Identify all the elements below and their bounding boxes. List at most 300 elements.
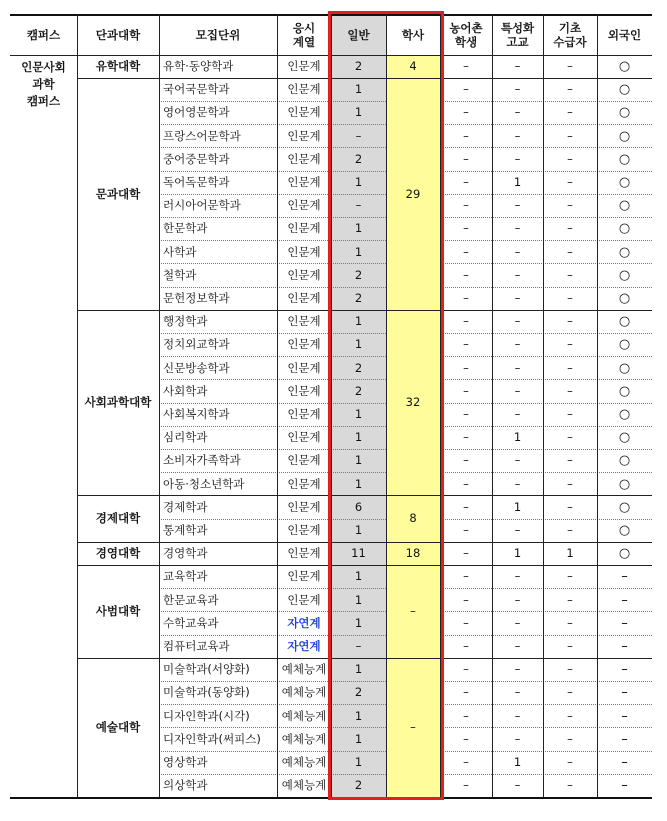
- general-quota: 1: [354, 175, 363, 190]
- row-divider: [159, 774, 386, 775]
- foreign-mark: ○: [618, 267, 631, 283]
- column-divider: [331, 14, 332, 797]
- special-quota: –: [514, 778, 521, 793]
- dept-name: 프랑스어문학과: [163, 128, 241, 143]
- special-quota: 1: [513, 755, 522, 770]
- rural-quota: –: [463, 244, 469, 259]
- dept-name: 영어영문학과: [163, 105, 230, 120]
- rural-quota: –: [463, 615, 469, 630]
- basic-quota: –: [567, 755, 573, 770]
- basic-quota: –: [567, 639, 573, 654]
- track: 인문계: [287, 453, 321, 468]
- rural-quota: –: [463, 499, 469, 514]
- track: 인문계: [287, 383, 321, 398]
- row-divider: [440, 194, 652, 195]
- campus-name: 인문사회 과학 캠퍼스: [21, 60, 66, 108]
- dept-name: 디자인학과(시각): [163, 708, 250, 723]
- dept-name: 한문학과: [163, 221, 208, 236]
- foreign-mark: ○: [618, 105, 631, 121]
- foreign-mark: –: [621, 685, 628, 701]
- college-name: 경제대학: [95, 511, 141, 526]
- row-divider: [159, 217, 386, 218]
- foreign-mark: ○: [618, 546, 631, 562]
- basic-quota: –: [567, 708, 573, 723]
- track: 인문계: [287, 360, 321, 375]
- foreign-mark: ○: [618, 523, 631, 539]
- basic-quota: –: [567, 244, 573, 259]
- dept-name: 행정학과: [163, 314, 208, 329]
- basic-quota: –: [567, 662, 573, 677]
- row-divider: [159, 635, 386, 636]
- general-quota: 2: [354, 59, 363, 74]
- dept-name: 교육학과: [163, 569, 208, 584]
- dept-name: 독어독문학과: [163, 175, 230, 190]
- row-divider: [440, 681, 652, 682]
- foreign-mark: ○: [618, 128, 631, 144]
- dept-name: 디자인학과(써피스): [163, 731, 261, 746]
- foreign-mark: –: [621, 755, 628, 771]
- row-divider: [440, 774, 652, 775]
- row-divider: [159, 171, 386, 172]
- special-quota: –: [514, 708, 521, 723]
- basic-quota: –: [567, 592, 573, 607]
- general-quota: 6: [354, 499, 363, 514]
- foreign-mark: ○: [618, 499, 631, 515]
- special-quota: –: [514, 151, 521, 166]
- general-quota: 1: [354, 314, 363, 329]
- basic-quota: –: [567, 731, 573, 746]
- dept-name: 사학과: [163, 244, 197, 259]
- rural-quota: –: [463, 731, 469, 746]
- dept-name: 수학교육과: [163, 615, 219, 630]
- special-quota: –: [514, 244, 521, 259]
- dept-name: 경영학과: [163, 546, 208, 561]
- general-quota: 1: [354, 82, 363, 97]
- track: 인문계: [287, 59, 321, 74]
- track: 인문계: [287, 128, 321, 143]
- bachelor-quota: 4: [409, 59, 417, 74]
- general-quota: 1: [354, 592, 363, 607]
- track: 인문계: [287, 476, 321, 491]
- basic-quota: –: [567, 151, 573, 166]
- bachelor-quota: –: [410, 720, 416, 735]
- row-divider: [159, 379, 386, 380]
- college-name: 사회과학대학: [84, 395, 152, 410]
- basic-quota: –: [567, 82, 573, 97]
- bachelor-quota: –: [410, 604, 416, 619]
- track: 인문계: [287, 523, 321, 538]
- header-special: 특성화 고교: [500, 20, 535, 49]
- header-bachelor: 학사: [401, 27, 425, 42]
- dept-name: 컴퓨터교육과: [163, 639, 230, 654]
- track: 인문계: [287, 291, 321, 306]
- row-divider: [159, 403, 386, 404]
- foreign-mark: –: [621, 731, 628, 747]
- special-quota: –: [514, 407, 521, 422]
- basic-quota: –: [567, 383, 573, 398]
- general-quota: –: [355, 128, 362, 143]
- row-divider: [159, 588, 386, 589]
- rural-quota: –: [463, 569, 469, 584]
- general-quota: 1: [354, 105, 363, 120]
- foreign-mark: –: [621, 615, 628, 631]
- special-quota: –: [514, 453, 521, 468]
- special-quota: 1: [513, 499, 522, 514]
- rural-quota: –: [463, 267, 469, 282]
- general-quota: 1: [354, 615, 363, 630]
- foreign-mark: ○: [618, 360, 631, 376]
- bachelor-quota: 32: [405, 395, 421, 410]
- track: 인문계: [287, 82, 321, 97]
- special-quota: 1: [513, 546, 522, 561]
- track: 인문계: [287, 314, 321, 329]
- foreign-mark: ○: [618, 59, 631, 75]
- column-divider: [77, 14, 78, 797]
- dept-name: 심리학과: [163, 430, 208, 445]
- general-quota: 2: [354, 383, 363, 398]
- basic-quota: –: [567, 453, 573, 468]
- rural-quota: –: [463, 778, 469, 793]
- basic-quota: –: [567, 476, 573, 491]
- general-quota: 1: [354, 407, 363, 422]
- row-divider: [159, 426, 386, 427]
- group-divider: [77, 78, 652, 79]
- basic-quota: –: [567, 175, 573, 190]
- general-quota: 1: [354, 337, 363, 352]
- foreign-mark: ○: [618, 430, 631, 446]
- row-divider: [440, 217, 652, 218]
- foreign-mark: ○: [618, 244, 631, 260]
- rural-quota: –: [463, 662, 469, 677]
- college-name: 문과대학: [95, 186, 141, 201]
- special-quota: –: [514, 662, 521, 677]
- track: 예체능계: [281, 755, 327, 770]
- group-divider: [77, 658, 652, 659]
- general-quota: 2: [354, 291, 363, 306]
- rural-quota: –: [463, 430, 469, 445]
- row-divider: [159, 194, 386, 195]
- dept-name: 미술학과(서양화): [163, 662, 250, 677]
- column-divider: [440, 14, 441, 797]
- rural-quota: –: [463, 453, 469, 468]
- general-quota: 2: [354, 360, 363, 375]
- rural-quota: –: [463, 546, 469, 561]
- special-quota: –: [514, 360, 521, 375]
- row-divider: [159, 240, 386, 241]
- header-rural: 농어촌 학생: [449, 20, 483, 49]
- basic-quota: –: [567, 337, 573, 352]
- special-quota: –: [514, 685, 521, 700]
- column-divider: [159, 14, 160, 797]
- basic-quota: –: [567, 221, 573, 236]
- row-divider: [159, 263, 386, 264]
- special-quota: –: [514, 221, 521, 236]
- column-divider: [543, 14, 544, 797]
- special-quota: 1: [513, 430, 522, 445]
- header-college: 단과대학: [95, 27, 141, 42]
- dept-name: 사회학과: [163, 383, 208, 398]
- track: 예체능계: [281, 778, 327, 793]
- rural-quota: –: [463, 82, 469, 97]
- row-divider: [159, 333, 386, 334]
- special-quota: –: [514, 476, 521, 491]
- rural-quota: –: [463, 221, 469, 236]
- row-divider: [440, 635, 652, 636]
- column-divider: [386, 14, 387, 797]
- rural-quota: –: [463, 198, 469, 213]
- dept-name: 영상학과: [163, 755, 208, 770]
- header-dept: 모집단위: [195, 27, 241, 42]
- basic-quota: –: [567, 267, 573, 282]
- foreign-mark: ○: [618, 221, 631, 237]
- foreign-mark: ○: [618, 453, 631, 469]
- foreign-mark: –: [621, 708, 628, 724]
- dept-name: 신문방송학과: [163, 360, 230, 375]
- foreign-mark: ○: [618, 314, 631, 330]
- track: 인문계: [287, 105, 321, 120]
- special-quota: 1: [513, 175, 522, 190]
- track: 예체능계: [281, 731, 327, 746]
- basic-quota: –: [567, 685, 573, 700]
- special-quota: –: [514, 337, 521, 352]
- foreign-mark: ○: [618, 476, 631, 492]
- rural-quota: –: [463, 685, 469, 700]
- row-divider: [440, 751, 652, 752]
- row-divider: [159, 751, 386, 752]
- rural-quota: –: [463, 407, 469, 422]
- track: 예체능계: [281, 708, 327, 723]
- foreign-mark: ○: [618, 291, 631, 307]
- special-quota: –: [514, 105, 521, 120]
- rural-quota: –: [463, 592, 469, 607]
- general-quota: 1: [354, 755, 363, 770]
- row-divider: [159, 681, 386, 682]
- basic-quota: –: [567, 407, 573, 422]
- foreign-mark: ○: [618, 337, 631, 353]
- track: 예체능계: [281, 662, 327, 677]
- rural-quota: –: [463, 175, 469, 190]
- group-divider: [77, 310, 652, 311]
- row-divider: [440, 403, 652, 404]
- track: 예체능계: [281, 685, 327, 700]
- rural-quota: –: [463, 314, 469, 329]
- bachelor-quota: 18: [405, 546, 421, 561]
- row-divider: [159, 519, 386, 520]
- dept-name: 국어국문학과: [163, 82, 230, 97]
- row-divider: [159, 124, 386, 125]
- rural-quota: –: [463, 639, 469, 654]
- track: 인문계: [287, 592, 321, 607]
- special-quota: –: [514, 198, 521, 213]
- general-quota: 1: [354, 569, 363, 584]
- row-divider: [440, 147, 652, 148]
- general-quota: 1: [354, 453, 363, 468]
- dept-name: 의상학과: [163, 778, 208, 793]
- row-divider: [440, 101, 652, 102]
- foreign-mark: –: [621, 569, 628, 585]
- track: 인문계: [287, 198, 321, 213]
- basic-quota: –: [567, 360, 573, 375]
- dept-name: 한문교육과: [163, 592, 219, 607]
- basic-quota: –: [567, 523, 573, 538]
- college-name: 유학대학: [95, 59, 141, 74]
- general-quota: 1: [354, 523, 363, 538]
- row-divider: [440, 588, 652, 589]
- row-divider: [440, 426, 652, 427]
- foreign-mark: –: [621, 662, 628, 678]
- special-quota: –: [514, 731, 521, 746]
- basic-quota: –: [567, 59, 573, 74]
- foreign-mark: –: [621, 778, 628, 794]
- basic-quota: –: [567, 569, 573, 584]
- bachelor-quota: 29: [405, 186, 421, 201]
- track: 자연계: [287, 639, 321, 654]
- row-divider: [159, 101, 386, 102]
- rural-quota: –: [463, 360, 469, 375]
- dept-name: 중어중문학과: [163, 151, 230, 166]
- rural-quota: –: [463, 337, 469, 352]
- group-divider: [77, 495, 652, 496]
- general-quota: –: [355, 198, 362, 213]
- track: 인문계: [287, 151, 321, 166]
- general-quota: 2: [354, 685, 363, 700]
- header-campus: 캠퍼스: [26, 27, 61, 42]
- special-quota: –: [514, 267, 521, 282]
- track: 인문계: [287, 244, 321, 259]
- row-divider: [440, 449, 652, 450]
- dept-name: 러시아어문학과: [163, 198, 241, 213]
- special-quota: –: [514, 82, 521, 97]
- dept-name: 경제학과: [163, 499, 208, 514]
- foreign-mark: ○: [618, 175, 631, 191]
- basic-quota: 1: [566, 546, 574, 561]
- header-general: 일반: [347, 27, 370, 42]
- general-quota: 1: [354, 708, 363, 723]
- row-divider: [159, 704, 386, 705]
- dept-name: 통계학과: [163, 523, 208, 538]
- row-divider: [440, 171, 652, 172]
- special-quota: –: [514, 59, 521, 74]
- track: 인문계: [287, 221, 321, 236]
- basic-quota: –: [567, 291, 573, 306]
- foreign-mark: ○: [618, 198, 631, 214]
- dept-name: 소비자가족학과: [163, 453, 241, 468]
- column-divider: [492, 14, 493, 797]
- basic-quota: –: [567, 105, 573, 120]
- row-divider: [159, 472, 386, 473]
- header-foreign: 외국인: [607, 27, 642, 42]
- general-quota: 1: [354, 244, 363, 259]
- rural-quota: –: [463, 291, 469, 306]
- row-divider: [440, 263, 652, 264]
- row-divider: [440, 333, 652, 334]
- row-divider: [159, 449, 386, 450]
- row-divider: [440, 379, 652, 380]
- row-divider: [159, 147, 386, 148]
- column-divider: [277, 14, 278, 797]
- track: 인문계: [287, 430, 321, 445]
- special-quota: –: [514, 639, 521, 654]
- dept-name: 유학·동양학과: [163, 59, 234, 74]
- row-divider: [159, 287, 386, 288]
- header-track: 응시 계열: [292, 20, 316, 49]
- general-quota: 2: [354, 778, 363, 793]
- row-divider: [440, 519, 652, 520]
- basic-quota: –: [567, 615, 573, 630]
- college-name: 경영대학: [95, 546, 141, 561]
- general-quota: 1: [354, 221, 363, 236]
- foreign-mark: –: [621, 592, 628, 608]
- basic-quota: –: [567, 499, 573, 514]
- special-quota: –: [514, 523, 521, 538]
- dept-name: 철학과: [163, 267, 197, 282]
- track: 인문계: [287, 546, 321, 561]
- row-divider: [440, 611, 652, 612]
- general-quota: 1: [354, 430, 363, 445]
- dept-name: 문헌정보학과: [163, 291, 230, 306]
- rural-quota: –: [463, 755, 469, 770]
- dept-name: 사회복지학과: [163, 407, 230, 422]
- foreign-mark: ○: [618, 151, 631, 167]
- row-divider: [440, 704, 652, 705]
- special-quota: –: [514, 569, 521, 584]
- foreign-mark: ○: [618, 407, 631, 423]
- group-divider: [77, 565, 652, 566]
- track: 자연계: [287, 615, 321, 630]
- general-quota: 2: [354, 267, 363, 282]
- row-divider: [159, 356, 386, 357]
- row-divider: [440, 727, 652, 728]
- group-divider: [77, 542, 652, 543]
- general-quota: 1: [354, 731, 363, 746]
- special-quota: –: [514, 383, 521, 398]
- rural-quota: –: [463, 383, 469, 398]
- special-quota: –: [514, 128, 521, 143]
- general-quota: 11: [351, 546, 366, 561]
- general-quota: 2: [354, 151, 363, 166]
- special-quota: –: [514, 314, 521, 329]
- special-quota: –: [514, 291, 521, 306]
- row-divider: [440, 356, 652, 357]
- general-quota: 1: [354, 662, 363, 677]
- rural-quota: –: [463, 151, 469, 166]
- row-divider: [440, 287, 652, 288]
- basic-quota: –: [567, 778, 573, 793]
- college-name: 예술대학: [95, 720, 141, 735]
- rural-quota: –: [463, 476, 469, 491]
- rural-quota: –: [463, 523, 469, 538]
- header-basic: 기초 수급자: [553, 20, 587, 49]
- college-name: 사범대학: [95, 604, 141, 619]
- track: 인문계: [287, 569, 321, 584]
- dept-name: 정치외교학과: [163, 337, 230, 352]
- basic-quota: –: [567, 198, 573, 213]
- column-divider: [597, 14, 598, 797]
- basic-quota: –: [567, 430, 573, 445]
- rural-quota: –: [463, 708, 469, 723]
- special-quota: –: [514, 615, 521, 630]
- row-divider: [440, 240, 652, 241]
- foreign-mark: ○: [618, 82, 631, 98]
- dept-name: 아동·청소년학과: [163, 476, 245, 491]
- rural-quota: –: [463, 59, 469, 74]
- foreign-mark: –: [621, 639, 628, 655]
- basic-quota: –: [567, 128, 573, 143]
- row-divider: [440, 124, 652, 125]
- rural-quota: –: [463, 128, 469, 143]
- row-divider: [440, 472, 652, 473]
- track: 인문계: [287, 267, 321, 282]
